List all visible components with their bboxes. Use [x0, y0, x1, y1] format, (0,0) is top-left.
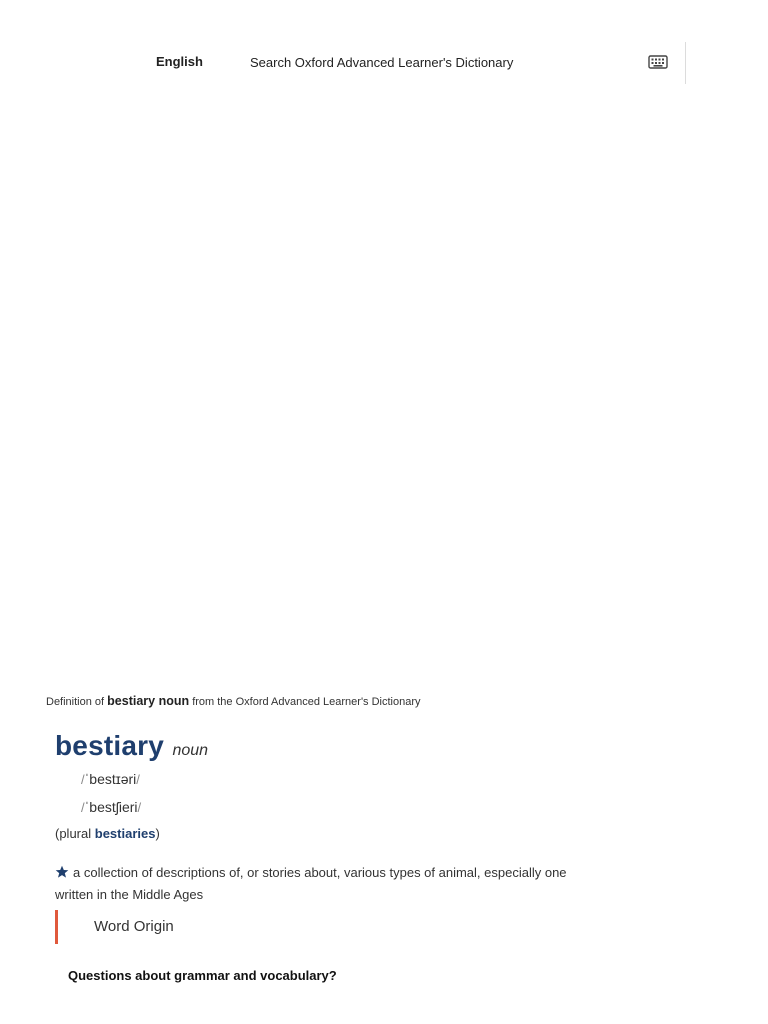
plural-prefix: (plural: [55, 826, 92, 841]
definition-source: [46, 694, 421, 708]
plural-form: [55, 826, 160, 841]
plural-suffix: ): [155, 826, 160, 841]
language-selector[interactable]: English: [156, 54, 203, 69]
part-of-speech: noun: [172, 742, 209, 759]
search-bar: [0, 42, 686, 84]
search-divider: [685, 42, 686, 84]
plural-link[interactable]: bestiaries: [94, 826, 156, 841]
pronunciation-1[interactable]: /ˈbestɪəri/: [81, 771, 140, 787]
keyboard-icon: [648, 54, 668, 70]
source-word: bestiary noun: [107, 694, 190, 708]
star-icon: [55, 865, 69, 879]
keyboard-button[interactable]: [648, 54, 668, 70]
definition-text: a collection of descriptions of, or stories about, various types of animal, especially one written in the Middle Ages: [55, 865, 567, 902]
questions-heading: Questions about grammar and vocabulary?: [68, 968, 337, 983]
headword-line: [55, 730, 208, 762]
search-input[interactable]: [246, 48, 634, 76]
word-origin-label: Word Origin: [94, 918, 174, 935]
definition-sense: [55, 862, 585, 906]
pronunciation-ipa: ˈbestɪəri: [84, 771, 137, 787]
source-suffix: from the Oxford Advanced Learner's Dictionary: [192, 696, 421, 708]
headword: bestiary: [55, 730, 164, 761]
pronunciation-2[interactable]: /ˈbestʃieri/: [81, 799, 142, 815]
pronunciation-ipa: ˈbestʃieri: [84, 799, 138, 815]
word-origin-toggle[interactable]: [55, 910, 358, 944]
source-prefix: Definition of: [46, 696, 105, 708]
